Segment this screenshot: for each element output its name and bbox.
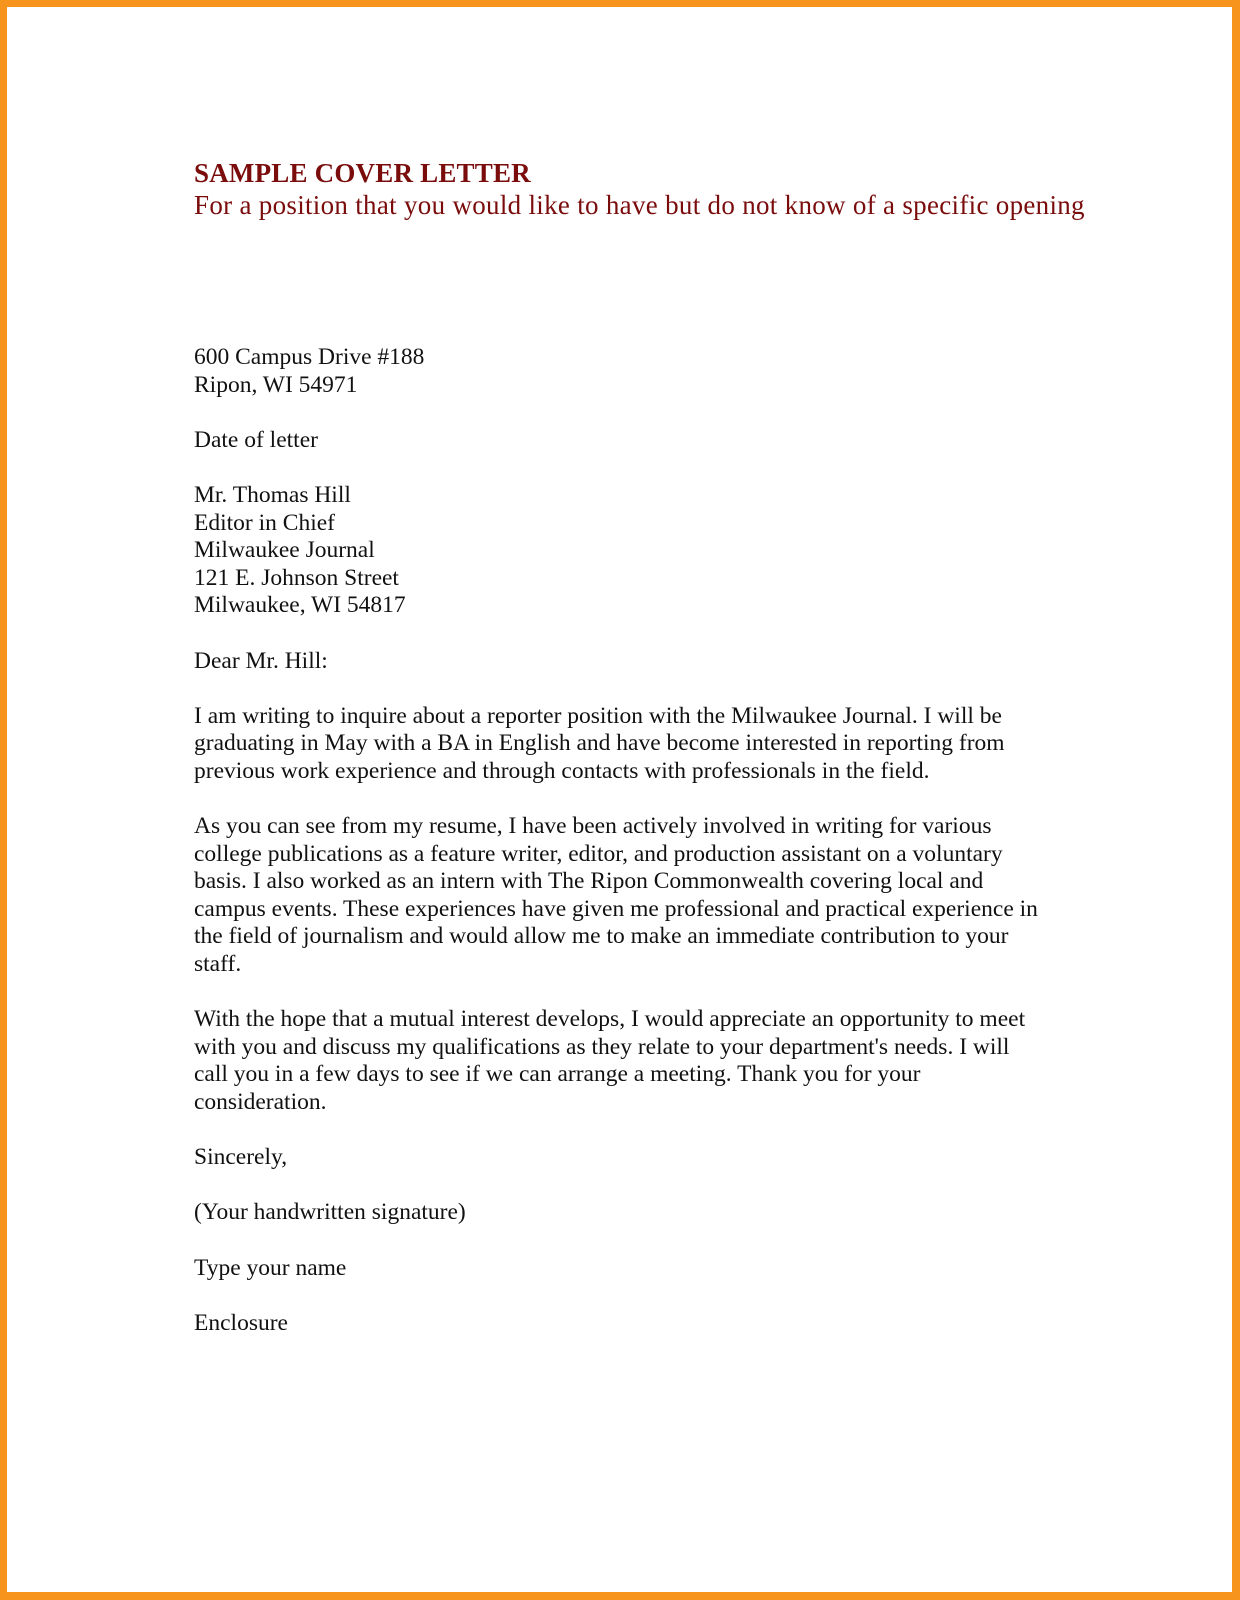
enclosure-line: Enclosure [194, 1309, 288, 1336]
paragraph-line: campus events. These experiences have given me professional and practical experience in [194, 895, 1038, 922]
paragraph-line: staff. [194, 951, 242, 978]
recipient-line: Editor in Chief [194, 509, 335, 536]
salutation [194, 648, 1094, 676]
paragraph-line: with you and discuss my qualifications as they relate to your department's needs. I will [194, 1033, 1010, 1060]
recipient-line: Milwaukee Journal [194, 537, 375, 564]
paragraph-line: I am writing to inquire about a reporter position with the Milwaukee Journal. I will be [194, 702, 1002, 729]
letter-date [194, 427, 1094, 455]
sender-address [194, 344, 1094, 399]
signature-line: (Your handwritten signature) [194, 1199, 466, 1226]
paragraph-line: the field of journalism and would allow me to make an immediate contribution to your [194, 923, 1009, 950]
paragraph-line: consideration. [194, 1089, 327, 1116]
paragraph-line: As you can see from my resume, I have been actively involved in writing for various [194, 813, 992, 840]
date-line: Date of letter [194, 426, 318, 453]
recipient-line: 121 E. Johnson Street [194, 564, 399, 591]
closing [194, 1144, 1094, 1172]
typed-name [194, 1255, 1094, 1283]
salutation-line: Dear Mr. Hill: [194, 647, 328, 674]
paragraph-line: previous work experience and through contacts with professionals in the field. [194, 757, 930, 784]
signature-placeholder [194, 1199, 1094, 1227]
heading-spacer [194, 221, 1094, 344]
paragraph-line: graduating in May with a BA in English and have become interested in reporting from [194, 730, 1005, 757]
recipient-line: Milwaukee, WI 54817 [194, 592, 406, 619]
typed-name-line: Type your name [194, 1254, 347, 1281]
letter-heading-title: SAMPLE COVER LETTER [194, 158, 531, 188]
paragraph-line: call you in a few days to see if we can arrange a meeting. Thank you for your [194, 1061, 921, 1088]
body-paragraph-3 [194, 1006, 1094, 1116]
paragraph-line: basis. I also worked as an intern with The Ripon Commonwealth covering local and [194, 868, 984, 895]
recipient-address [194, 482, 1094, 620]
paragraph-line: With the hope that a mutual interest develops, I would appreciate an opportunity to meet [194, 1006, 1026, 1033]
closing-line: Sincerely, [194, 1144, 288, 1171]
sender-address-line: 600 Campus Drive #188 [194, 344, 425, 370]
body-paragraph-2 [194, 813, 1094, 979]
enclosure [194, 1310, 1094, 1338]
body-paragraph-1 [194, 703, 1094, 786]
cover-letter [194, 157, 1094, 1337]
letter-heading-subtitle: For a position that you would like to have but do not know of a specific opening [194, 190, 1085, 220]
paragraph-line: college publications as a feature writer, editor, and production assistant on a voluntary [194, 840, 1003, 867]
recipient-line: Mr. Thomas Hill [194, 481, 351, 508]
sender-address-line: Ripon, WI 54971 [194, 371, 358, 398]
